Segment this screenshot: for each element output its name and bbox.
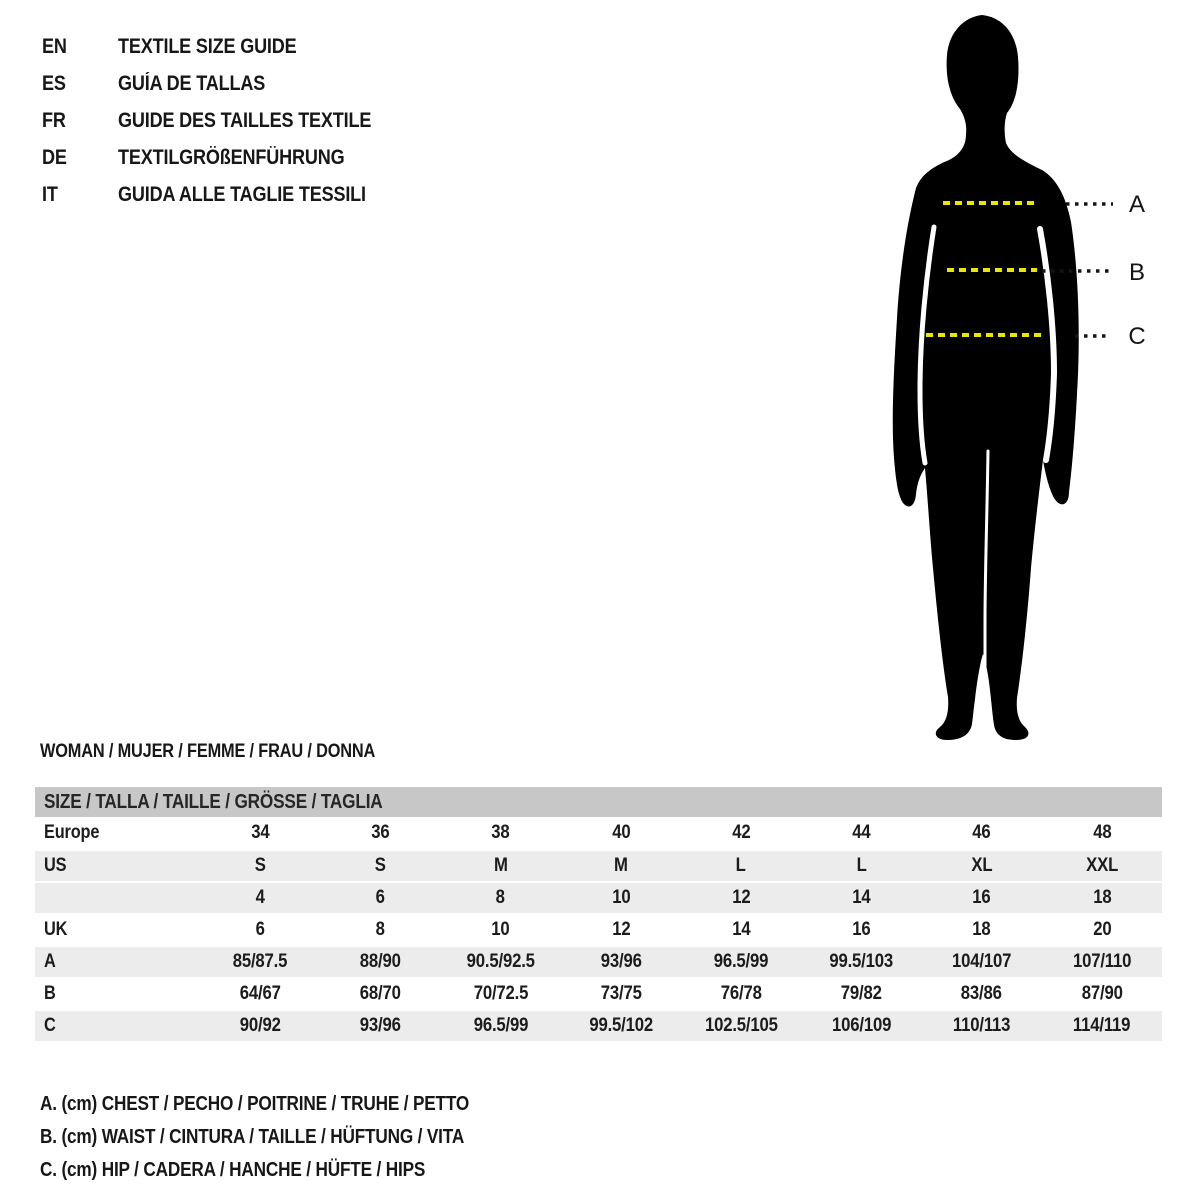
- size-table-header: [35, 787, 1162, 817]
- guide-title-text: GUIDE DES TAILLES TEXTILE: [118, 108, 372, 132]
- table-cell: L: [736, 855, 747, 876]
- table-cell: 14: [731, 919, 751, 940]
- language-title-row: [42, 102, 412, 139]
- table-cell: 102.5/105: [704, 1015, 778, 1036]
- hip-label: C: [1128, 323, 1146, 350]
- table-cell: 90.5/92.5: [466, 951, 535, 972]
- table-cell: S: [374, 855, 386, 876]
- size-table-body: [35, 817, 1162, 1041]
- language-title-row: [42, 176, 412, 213]
- table-cell: 12: [611, 919, 630, 940]
- table-cell: 4: [255, 887, 265, 908]
- table-cell: 6: [375, 887, 385, 908]
- table-cell: 85/87.5: [232, 951, 288, 972]
- table-cell: 10: [491, 919, 510, 940]
- table-cell: 8: [496, 887, 506, 908]
- table-row: [35, 945, 1162, 977]
- table-cell: 12: [731, 887, 751, 908]
- legend-line: A. (cm) CHEST / PECHO / POITRINE / TRUHE / PETTO: [40, 1093, 470, 1115]
- table-cell: 64/67: [239, 983, 281, 1004]
- table-cell: 68/70: [359, 983, 401, 1004]
- legend-line: C. (cm) HIP / CADERA / HANCHE / HÜFTE / HIPS: [40, 1159, 426, 1181]
- table-cell: 14: [852, 887, 871, 908]
- table-cell: 16: [852, 919, 871, 940]
- row-label: C: [44, 1015, 56, 1036]
- table-cell: 36: [371, 822, 390, 843]
- table-cell: 93/96: [359, 1015, 401, 1036]
- language-title-row: [42, 28, 412, 65]
- language-code: IT: [42, 182, 58, 206]
- waist-label: B: [1128, 259, 1146, 286]
- table-cell: XXL: [1085, 855, 1118, 876]
- table-cell: 99.5/102: [589, 1015, 653, 1036]
- table-cell: 93/96: [600, 951, 642, 972]
- language-title-list: [42, 28, 412, 213]
- table-cell: 20: [1092, 919, 1111, 940]
- table-cell: 104/107: [952, 951, 1012, 972]
- table-cell: 18: [972, 919, 991, 940]
- size-table-header-text: SIZE / TALLA / TAILLE / GRÖSSE / TAGLIA: [44, 791, 383, 813]
- table-cell: 44: [852, 822, 871, 843]
- language-title-row: [42, 139, 412, 176]
- table-cell: 38: [491, 822, 510, 843]
- measurement-legend: [40, 1088, 539, 1187]
- table-cell: 79/82: [840, 983, 882, 1004]
- table-cell: 8: [375, 919, 385, 940]
- row-label: UK: [44, 919, 68, 940]
- table-cell: 110/113: [952, 1015, 1011, 1036]
- table-cell: 48: [1092, 822, 1111, 843]
- row-label: A: [44, 951, 56, 972]
- language-code: EN: [42, 34, 67, 58]
- guide-title-text: TEXTILGRÖßENFÜHRUNG: [118, 145, 345, 169]
- legend-line: B. (cm) WAIST / CINTURA / TAILLE / HÜFTUNG / VITA: [40, 1126, 465, 1148]
- table-cell: 83/86: [961, 983, 1003, 1004]
- language-title-row: [42, 65, 412, 102]
- table-cell: 34: [250, 822, 270, 843]
- guide-title-text: TEXTILE SIZE GUIDE: [118, 34, 297, 58]
- table-cell: 6: [255, 919, 265, 940]
- table-cell: 70/72.5: [473, 983, 528, 1004]
- table-row: [35, 977, 1162, 1009]
- table-cell: L: [856, 855, 867, 876]
- table-cell: 18: [1092, 887, 1111, 908]
- table-cell: 106/109: [831, 1015, 891, 1036]
- row-label: Europe: [44, 822, 100, 843]
- table-cell: 42: [731, 822, 751, 843]
- row-label: [35, 883, 200, 913]
- table-cell: 114/119: [1073, 1015, 1131, 1036]
- size-table: [35, 787, 1162, 1041]
- table-row: [35, 817, 1162, 849]
- guide-title-text: GUIDA ALLE TAGLIE TESSILI: [118, 182, 366, 206]
- language-code: ES: [42, 71, 66, 95]
- table-row: [35, 1009, 1162, 1041]
- table-cell: 16: [972, 887, 991, 908]
- table-cell: 90/92: [239, 1015, 281, 1036]
- section-title: [40, 741, 430, 763]
- table-cell: S: [254, 855, 266, 876]
- table-cell: 73/75: [600, 983, 642, 1004]
- language-code: FR: [42, 108, 66, 132]
- section-title-text: WOMAN / MUJER / FEMME / FRAU / DONNA: [40, 741, 376, 762]
- table-row: [35, 913, 1162, 945]
- table-row: [35, 849, 1162, 881]
- table-cell: XL: [971, 855, 993, 876]
- row-label: US: [44, 855, 67, 876]
- table-cell: 88/90: [359, 951, 401, 972]
- guide-title-text: GUÍA DE TALLAS: [118, 71, 266, 95]
- table-cell: 87/90: [1081, 983, 1123, 1004]
- table-cell: 40: [611, 822, 630, 843]
- table-cell: M: [493, 855, 508, 876]
- table-cell: 96.5/99: [713, 951, 769, 972]
- row-label: B: [44, 983, 56, 1004]
- table-cell: 96.5/99: [473, 1015, 528, 1036]
- woman-silhouette-figure: [885, 5, 1165, 745]
- table-cell: 76/78: [720, 983, 762, 1004]
- table-cell: 10: [611, 887, 630, 908]
- chest-label: A: [1128, 191, 1146, 218]
- table-cell: 46: [972, 822, 991, 843]
- table-cell: M: [613, 855, 628, 876]
- language-code: DE: [42, 145, 67, 169]
- table-row: [35, 881, 1162, 913]
- table-cell: 107/110: [1072, 951, 1132, 972]
- table-cell: 99.5/103: [829, 951, 894, 972]
